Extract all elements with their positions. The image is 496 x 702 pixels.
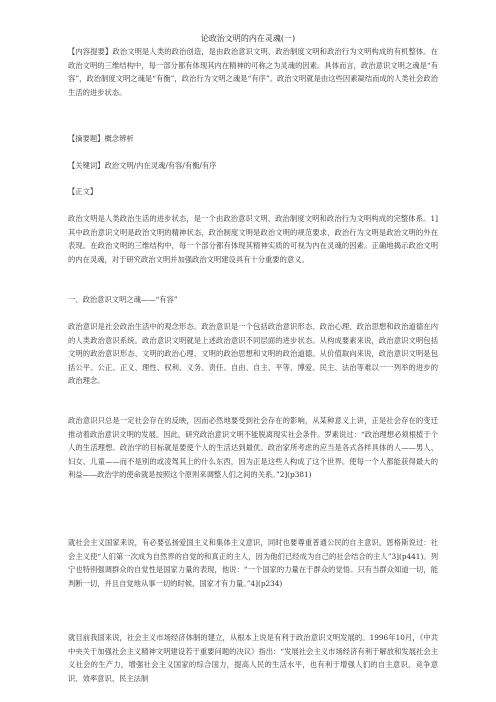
intro-text: 政治文明是人类政治生活的进步状态，是一个由政治意识文明、政治制度文明和政治行为文明构成的完整体系。1]其中政治意识文明是政治文明的精神状态，政治制度文明是政治文明的规范要求，政治行为文明是政治文明的外在表现。在政治文明的三维结构中，每一个部分都有体现其精神实质的可视为内在灵魂的因素。正确地揭示政治文明的内在灵魂，对于研究政治文明并加强政治文明建设具有十分重要的意义。 [68,214,438,264]
body-heading-block [68,185,438,199]
paragraph-4-text: 就目前我国来说，社会主义市场经济体制的建立，从根本上说是有利于政治意识文明发展的。1996年10月，《中共中央关于加强社会主义精神文明建设若干重要问题的决议》指出：“发展社会主义市场经济有利于解放和发展社会主义社会的生产力，增强社会主义国家的综合国力，提高人民的生活水平，也有利于增强人们的自主意识、竞争意识、效率意识、民主法制 [68,633,438,683]
section-1-heading: 一、政治意识文明之魂——“有容” [68,295,178,304]
summary-paragraph [68,45,438,99]
paragraph-2-text: 政治意识只总是一定社会存在的反映，因而必然地要受到社会存在的影响，从某种意义上讲，正是社会存在的变迁推动着政治意识文明的发展。因此，研究政治意识文明不能脱离现实社会条件。罗素说过：“政治理想必须根植于个人的生活理想。政治学的目标就是要使个人的生活达到最优。政治家所考虑的应当是各式各样具体的人——男人、妇女、儿童——而不是别的或凌驾其上的什么东西，因为正是这些人构成了这个世界。使每一个人都能获得最大的利益——政治学的使命就是按照这个原则来调整人们之间的关系。”2](p381) [68,416,438,480]
keywords-line: 【关键词】政治文明/内在灵魂/有容/有衡/有序 [68,161,217,170]
intro-paragraph [68,212,438,266]
paragraph-1 [68,320,438,388]
body-heading: 【正文】 [68,187,98,196]
abstract-heading: 【摘要题】概念辨析 [68,134,134,143]
paragraph-3 [68,536,438,590]
keywords-block [68,159,438,173]
document-title: 论政治文明的内在灵魂(一) [200,34,296,43]
paragraph-4 [68,631,438,685]
paragraph-2 [68,414,438,482]
paragraph-3-text: 就社会主义国家来说，有必要弘扬爱国主义和集体主义意识，同时也要尊重普通公民的自主意识。恩格斯说过：社会主义使“人们第一次成为自然界的自觉的和真正的主人，因为他们已经成为自己的社会结合的主人”3](p441)。列宁也特别强调群众的自觉性是国家力量的表现，他说：“一个国家的力量在于群众的觉悟。只有当群众知道一切，能判断一切，并且自觉地从事一切的时候，国家才有力量。”4](p234) [68,538,438,588]
summary-text: 【内容提要】政治文明是人类的政治创造，是由政治意识文明、政治制度文明和政治行为文明构成的有机整体。在政治文明的三维结构中，每一部分都有体现其内在精神的可称之为灵魂的因素。具体而言，政治意识文明之魂是“有容”，政治制度文明之魂是“有衡”，政治行为文明之魂是“有序”。政治文明就是由这些因素凝结而成的人类社会政治生活的进步状态。 [68,47,438,97]
paragraph-1-text: 政治意识是社会政治生活中的观念形态。政治意识是一个包括政治意识形态、政治心理、政治思想和政治道德在内的人类政治意识系统。政治意识文明就是上述政治意识不同层面的进步状态。从构成要素来说，政治意识文明包括文明的政治意识形态、文明的政治心理、文明的政治思想和文明的政治道德。从价值取向来说，政治意识文明是包括公平、公正、正义、理性、权利、义务、责任、自由、自主、平等、博爱、民主、法治等难以一一列举的进步的政治理念。 [68,322,438,386]
section-heading-block [68,293,438,307]
abstract-heading-block [68,132,438,146]
